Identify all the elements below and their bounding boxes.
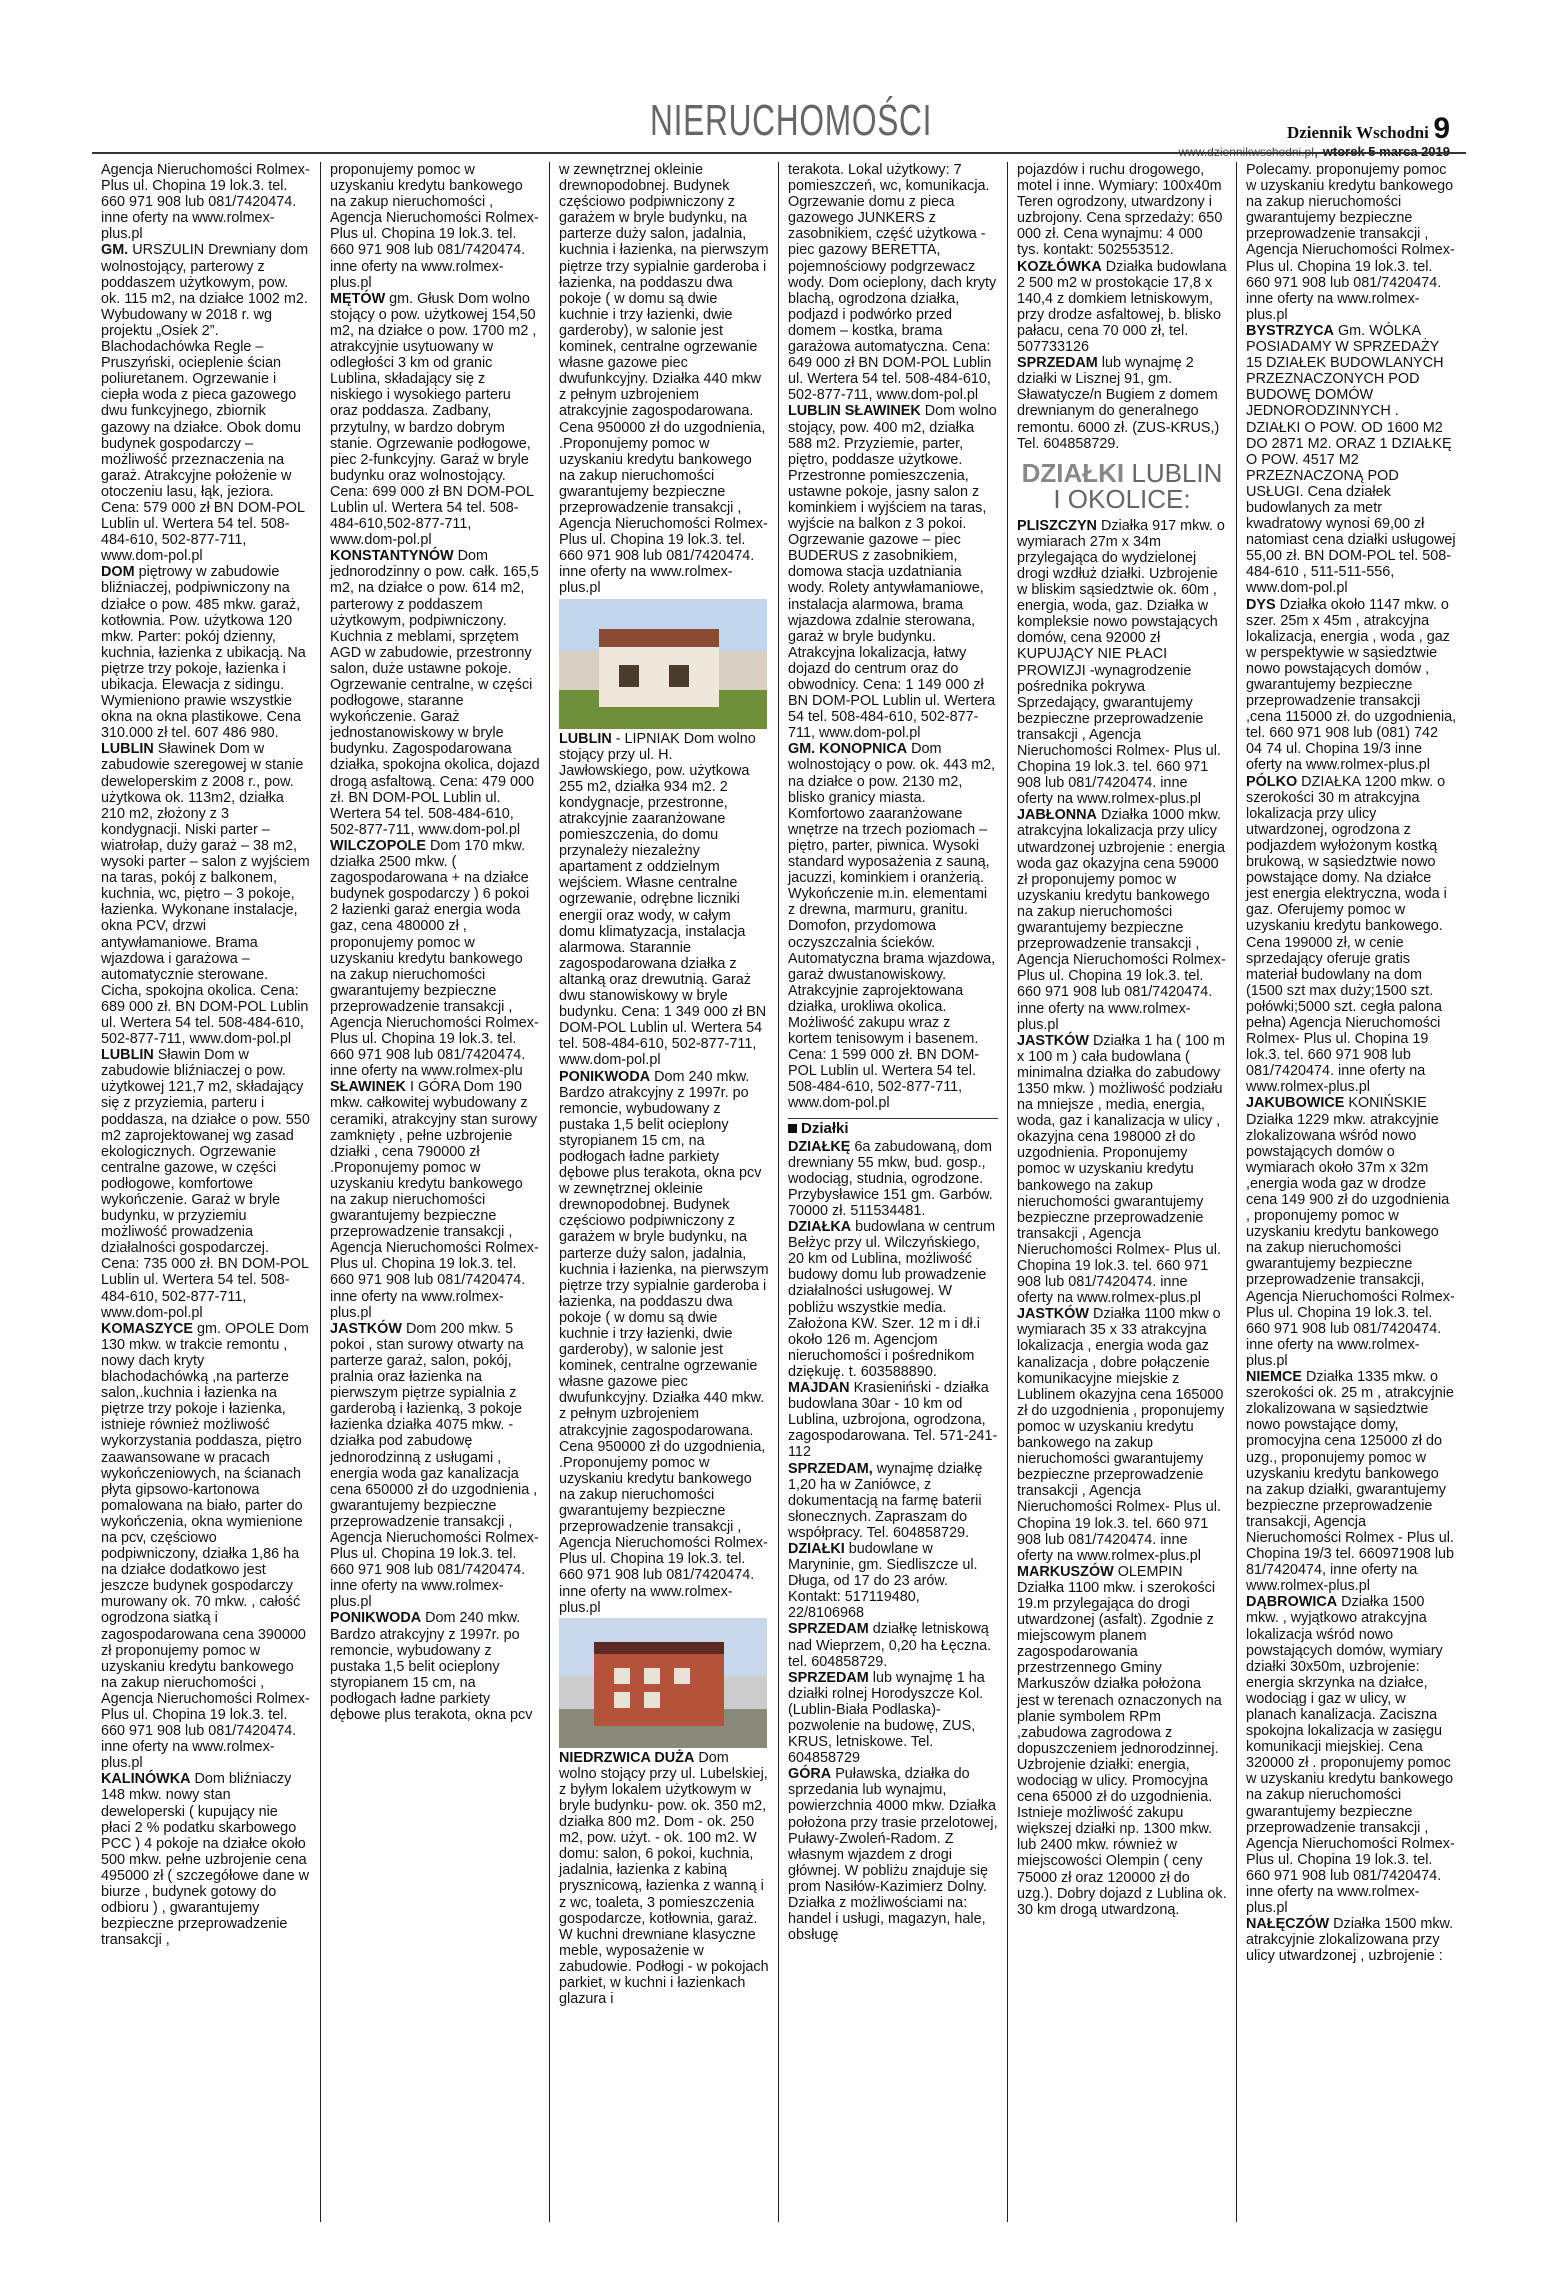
ad-listing bbox=[330, 1321, 540, 1611]
ad-keyword: SPRZEDAM bbox=[1017, 355, 1098, 372]
ad-listing bbox=[1017, 518, 1227, 808]
ad-listing bbox=[101, 1771, 311, 1948]
ad-listing bbox=[788, 1380, 998, 1460]
ad-text: Działka 1500 mkw. atrakcyjnie zlokalizowana przy ulicy utwardzonej , uzbrojenie : bbox=[1246, 1916, 1454, 1965]
section-title: NIERUCHOMOŚCI bbox=[650, 96, 933, 145]
ad-text: - LIPNIAK Dom wolno stojący przy ul. H. Jawłowskiego, pow. użytkowa 255 m2, działka 934 m2. 2 kondygnacje, przestronne, atrakcyjnie zaaranżowane pomieszczenia, do domu przynależy niezależny apartament z oddzielnym wejściem. Własne centralne ogrzewanie, odrębne liczniki energii oraz wody, w całym domu klimatyzacja, instalacja alarmowa. Starannie zagospodarowana działka z altanką oraz drewutnią. Garaż dwu stanowiskowy w bryle budynku. Cena: 1 349 000 zł BN DOM-POL Lublin ul. Wertera 54 tel. 508-484-610, 502-877-711, www.dom-pol.pl bbox=[559, 730, 767, 1069]
ad-text: Krasieniński - działka budowlana 30ar - 10 km od Lublina, uzbrojona, ogrodzona, zagospodarowana. Tel. 571-241-112 bbox=[788, 1380, 998, 1461]
ad-text: 6a zabudowaną, dom drewniany 55 mkw, bud. gosp., wodociąg, studnia, ogrodzone. Przybysławice 151 gm. Garbów. 70000 zł. 511534481. bbox=[788, 1138, 993, 1219]
ad-text: wynajmę działkę 1,20 ha w Zaniówce, z dokumentacją na farmę baterii słonecznych. Zapraszam do współpracy. Tel. 604858729. bbox=[788, 1460, 983, 1541]
ad-listing bbox=[1246, 1916, 1457, 1964]
column-4 bbox=[779, 162, 1008, 2222]
ad-text: Działka 1100 mkw o wymiarach 35 x 33 atrakcyjna lokalizacja , energia woda gaz kanalizacja , dobre połączenie komunikacyjne miejskie z Lublinem okazyjna cena 165000 zł do uzgodnienia , proponujemy pomoc w uzyskaniu kredytu bankowego na zakup nieruchomości gwarantujemy bezpieczne przeprowadzenie transakcji , Agencja Nieruchomości Rolmex- Plus ul. Chopina 19 lok.3. tel. 660 971 908 lub 081/7420474. inne oferty na www.rolmex-plus.pl bbox=[1017, 1306, 1225, 1564]
paper-name: Dziennik Wschodni bbox=[1286, 123, 1429, 142]
ad-keyword: LUBLIN bbox=[101, 1047, 154, 1064]
ad-listing bbox=[330, 548, 540, 838]
ad-keyword: DZIAŁKI bbox=[788, 1540, 845, 1557]
ad-listing bbox=[788, 1461, 998, 1541]
ad-text: budowlana w centrum Bełżyc przy ul. Wilczyńskiego, 20 km od Lublina, możliwość budowy domu lub prowadzenie działalności usługowej. W pobliżu wszystkie media. Założona KW. Szer. 12 m i dł.i około 126 m. Agencjom nieruchomości i pośrednikom dziękuję. t. 603588890. bbox=[788, 1219, 996, 1380]
ad-keyword: LUBLIN bbox=[101, 741, 154, 758]
column-5 bbox=[1008, 162, 1237, 2222]
ad-keyword: JABŁONNA bbox=[1017, 807, 1097, 824]
ad-keyword: JASTKÓW bbox=[330, 1320, 402, 1337]
ad-listing bbox=[1017, 355, 1227, 452]
ad-keyword: DYS bbox=[1246, 596, 1276, 613]
ad-keyword: NAŁĘCZÓW bbox=[1246, 1916, 1330, 1933]
ad-keyword: SŁAWINEK bbox=[330, 1079, 406, 1096]
ad-listing bbox=[788, 1670, 998, 1767]
ad-text: piętrowy w zabudowie bliźniaczej, podpiwniczony na działce o pow. 485 mkw. garaż, kotłownia. Pow. użytkowa 120 mkw. Parter: pokój dzienny, kuchnia, łazienka z ubikacją. Na piętrze trzy pokoje, łazienka i ubikacja. Elewacja z sidingu. Wymieniono prawie wszystkie okna na okna plastikowe. Cena 310.000 zł tel. 607 486 980. bbox=[101, 564, 306, 742]
ad-listing bbox=[101, 242, 311, 564]
ad-text: Dom wolno stojący, pow. 400 m2, działka 588 m2. Przyziemie, parter, piętro, poddasze użytkowe. Przestronne pomieszczenia, ustawne pokoje, jasny salon z kominkiem i wyjściem na taras, wyjście na balkon z 3 pokoi. Ogrzewanie gazowe – piec BUDERUS z zasobnikiem, domowa stacja uzdatniania wody. Rolety antywłamaniowe, instalacja alarmowa, brama wjazdowa zdalnie sterowana, garaż w bryle budynku. Atrakcyjna lokalizacja, łatwy dojazd do centrum oraz do obwodnicy. Cena: 1 149 000 zł BN DOM-POL Lublin ul. Wertera 54 tel. 508-484-610, 502-877-711, www.dom-pol.pl bbox=[788, 403, 997, 742]
ad-keyword: NIEMCE bbox=[1246, 1369, 1302, 1386]
classifieds-columns bbox=[92, 162, 1466, 2222]
ad-text: Agencja Nieruchomości Rolmex-Plus ul. Chopina 19 lok.3. tel. 660 971 908 lub 081/7420474. inne oferty na www.rolmex-plus.pl bbox=[101, 162, 310, 243]
ad-listing bbox=[1246, 1369, 1457, 1594]
ad-keyword: LUBLIN bbox=[559, 730, 612, 747]
page-number: 9 bbox=[1433, 112, 1450, 145]
ad-keyword: PLISZCZYN bbox=[1017, 517, 1097, 534]
ad-listing bbox=[1017, 1564, 1227, 1918]
ad-keyword: DOM bbox=[101, 564, 135, 581]
ad-keyword: JASTKÓW bbox=[1017, 1032, 1089, 1049]
ad-text: Dom 170 mkw. działka 2500 mkw. ( zagospodarowana + na działce budynek gospodarczy ) 6 pokoi 2 łazienki garaż energia woda gaz, cena 480000 zł , proponujemy pomoc w uzyskaniu kredytu bankowego na zakup nieruchomości gwarantujemy bezpieczne przeprowadzenie transakcji , Agencja Nieruchomości Rolmex-Plus ul. Chopina 19 lok.3. tel. 660 971 908 lub 081/7420474. inne oferty na www.rolmex-plu bbox=[330, 837, 539, 1080]
ad-listing bbox=[1246, 323, 1457, 597]
ad-listing bbox=[1017, 1306, 1227, 1564]
ad-text: Dom 200 mkw. 5 pokoi , stan surowy otwarty na parterze garaż, salon, pokój, pralnia oraz łazienka na pierwszym piętrze sypialnia z garderobą i łazienką, 3 pokoje łazienka działka 4075 mkw. - działka pod zabudowę jednorodzinną z usługami , energia woda gaz kanalizacja cena 650000 zł do uzgodnienia , gwarantujemy bezpieczne przeprowadzenie transakcji , Agencja Nieruchomości Rolmex-Plus ul. Chopina 19 lok.3. tel. 660 971 908 lub 081/7420474. inne oferty na www.rolmex-plus.pl bbox=[330, 1320, 539, 1611]
ad-text: lub wynajmę 1 ha działki rolnej Horodyszcze Kol. (Lublin-Biała Podlaska)- pozwolenie na budowę, ZUS, KRUS, letniskowe. Tel. 604858729 bbox=[788, 1669, 985, 1767]
ad-text: w zewnętrznej okleinie drewnopodobnej. Budynek częściowo podpiwniczony z garażem w bryle budynku, na parterze duży salon, jadalnia, kuchnia i łazienka, na pierwszym piętrze trzy sypialnie garderoba i łazienka, na poddaszu dwa pokoje ( w domu są dwie kuchnie i trzy łazienki, dwie garderoby), w salonie jest kominek, centralne ogrzewanie własne gazowe piec dwufunkcyjny. Działka 440 mkw z pełnym uzbrojeniem atrakcyjnie zagospodarowana. Cena 950000 zł do uzgodnienia, .Proponujemy pomoc w uzyskaniu kredytu bankowego na zakup nieruchomości gwarantujemy bezpieczne przeprowadzenie transakcji , Agencja Nieruchomości Rolmex- Plus ul. Chopina 19 lok.3. tel. 660 971 908 lub 081/7420474. inne oferty na www.rolmex-plus.pl bbox=[559, 162, 769, 597]
ad-text: DZIAŁKA 1200 mkw. o szerokości 30 m atrakcyjna lokalizacja przy ulicy utwardzonej, ogrodzona z podjazdem wyłożonym kostką brukową, w sąsiedztwie nowo powstające domy. Na działce jest energia elektryczna, woda i gaz. Oferujemy pomoc w uzyskaniu kredytu bankowego. Cena 199000 zł, w cenie sprzedający oferuje gratis materiał budowlany na dom (1500 szt max duży;1500 szt. połówki;5000 szt. cegła palona pełna) Agencja Nieruchomości Rolmex- Plus ul. Chopina 19 lok.3. tel. 660 971 908 lub 081/7420474. inne oferty na www.rolmex-plus.pl bbox=[1246, 773, 1447, 1096]
ad-keyword: MĘTÓW bbox=[330, 290, 386, 307]
ad-keyword: MARKUSZÓW bbox=[1017, 1563, 1114, 1580]
column-3 bbox=[550, 162, 779, 2222]
ad-text: Dom wolno stojący przy ul. Lubelskiej, z byłym lokalem użytkowym w bryle budynku- pow. ok. 350 m2, działka 800 m2. Dom - ok. 250 m2, pow. użyt. - ok. 100 m2. W domu: salon, 6 pokoi, kuchnia, jadalnia, łazienka z kabiną prysznicową, łazienka z wanną i z wc, toaleta, 3 pomieszczenia gospodarcze, kotłownia, garaż. W kuchni drewniane klasyczne meble, wyposażenie w zabudowie. Podłogi - w pokojach parkiet, w kuchni i łazienkach glazura i bbox=[559, 1749, 769, 2008]
ad-text: Działka 1335 mkw. o szerokości ok. 25 m , atrakcyjnie zlokalizowana w sąsiedztwie nowo powstające domy, promocyjna cena 125000 zł do uzg., proponujemy pomoc w uzyskaniu kredytu bankowego na zakup działki, gwarantujemy bezpieczne przeprowadzenie transakcji, Agencja Nieruchomości Rolmex - Plus ul. Chopina 19/3 tel. 660971908 lub 81/7420474, inne oferty na www.rolmex-plus.pl bbox=[1246, 1369, 1455, 1595]
ad-listing bbox=[788, 741, 998, 1111]
ad-text: proponujemy pomoc w uzyskaniu kredytu bankowego na zakup nieruchomości , Agencja Nieruchomości Rolmex-Plus ul. Chopina 19 lok.3. tel. 660 971 908 lub 081/7420474. inne oferty na www.rolmex-plus.pl bbox=[330, 162, 539, 291]
ad-listing bbox=[330, 838, 540, 1079]
ad-text: URSZULIN Drewniany dom wolnostojący, parterowy z poddaszem użytkowym, pow. ok. 115 m2, na działce 1002 m2. Wybudowany w 2018 r. wg projektu „Osiek 2”. Blachodachówka Regle – Pruszyński, ocieplenie ścian poliuretanem. Ogrzewanie i ciepła woda z pieca gazowego dwu funkcyjnego, zbiornik gazowy na działce. Obok domu budynek gospodarczy – możliwość przeznaczenia na garaż. Atrakcyjne położenie w otoczeniu lasu, łąk, jeziora. Cena: 579 000 zł BN DOM-POL Lublin ul. Wertera 54 tel. 508-484-610, 502-877-711, www.dom-pol.pl bbox=[101, 242, 309, 565]
ad-listing bbox=[330, 1610, 540, 1723]
ad-keyword: GÓRA bbox=[788, 1766, 832, 1783]
ad-listing bbox=[1017, 807, 1227, 1032]
ad-text: Działka 1500 mkw. , wyjątkowo atrakcyjna lokalizacja wśród nowo powstających domów, wymiary działki 30x50m, uzbrojenie: energia skrzynka na działce, wodociąg i gaz w ulicy, w planach kanalizacja. Zaciszna spokojna lokalizacja w zasięgu komunikacji miejskiej. Cena 320000 zł . proponujemy pomoc w uzyskaniu kredytu bankowego na zakup nieruchomości gwarantujemy bezpieczne przeprowadzenie transakcji , Agencja Nieruchomości Rolmex- Plus ul. Chopina 19 lok.3. tel. 660 971 908 lub 081/7420474. inne oferty na www.rolmex-plus.pl bbox=[1246, 1594, 1455, 1917]
ad-text: Działka 917 mkw. o wymiarach 27m x 34m przylegająca do wydzielonej drogi wzdłuż działki. Uzbrojenie w bliskim sąsiedztwie ok. 60m , energia, woda, gaz. Działka w kompleksie nowo powstających domów, cena 92000 zł KUPUJĄCY NIE PŁACI PROWIZJI -wynagrodzenie pośrednika pokrywa Sprzedający, gwarantujemy bezpieczne przeprowadzenie transakcji , Agencja Nieruchomości Rolmex- Plus ul. Chopina 19 lok.3. tel. 660 971 908 lub 081/7420474. inne oferty na www.rolmex-plus.pl bbox=[1017, 517, 1225, 808]
category-heading: DZIAŁKI LUBLIN I OKOLICE: bbox=[1021, 457, 1223, 514]
ad-keyword: SPRZEDAM, bbox=[788, 1460, 873, 1477]
ad-text: Sławinek Dom w zabudowie szeregowej w stanie deweloperskim z 2008 r., pow. użytkowa ok. 113m2, działka 210 m2, złożony z 3 kondygnacji. Niski parter – wiatrołap, duży garaż – 38 m2, wysoki parter – salon z wyjściem na taras, pokój z balkonem, kuchnia, wc, piętro – 3 pokoje, łazienka. Wykonane instalacje, okna PCV, drzwi antywłamaniowe. Brama wjazdowa i garażowa – automatycznie sterowane. Cicha, spokojna okolica. Cena: 689 000 zł. BN DOM-POL Lublin ul. Wertera 54 tel. 508-484-610, 502-877-711, www.dom-pol.pl bbox=[101, 741, 310, 1048]
ad-text: Dom jednorodzinny o pow. całk. 165,5 m2, na działce o pow. 614 m2, parterowy z poddaszem użytkowym, podpiwniczony. Kuchnia z meblami, sprzętem AGD w zabudowie, przestronny salon, duże ustawne pokoje. Ogrzewanie centralne, w części podłogowe, staranne wykończenie. Garaż jednostanowiskowy w bryle budynku. Zagospodarowana działka, spokojna okolica, dojazd drogą asfaltową. Cena: 479 000 zł. BN DOM-POL Lublin ul. Wertera 54 tel. 508-484-610, 502-877-711, www.dom-pol.pl bbox=[330, 548, 540, 838]
ad-text: I GÓRA Dom 190 mkw. całkowitej wybudowany z ceramiki, atrakcyjny stan surowy zamknięty , pełne uzbrojenie działki , cena 790000 zł .Proponujemy pomoc w uzyskaniu kredytu bankowego na zakup nieruchomości gwarantujemy bezpieczne przeprowadzenie transakcji , Agencja Nieruchomości Rolmex- Plus ul. Chopina 19 lok.3. tel. 660 971 908 lub 081/7420474. inne oferty na www.rolmex-plus.pl bbox=[330, 1079, 539, 1321]
ad-text: Dom 240 mkw. Bardzo atrakcyjny z 1997r. po remoncie, wybudowany z pustaka 1,5 belit ocieplony styropianem 15 cm, na podłogach ładne parkiety dębowe plus terakota, okna pcv w zewnętrznej okleinie drewnopodobnej. Budynek częściowo podpiwniczony z garażem w bryle budynku, na parterze duży salon, jadalnia, kuchnia i łazienka, na pierwszym piętrze trzy sypialnie garderoba i łazienka, na poddaszu dwa pokoje ( w domu są dwie kuchnie i trzy łazienki, dwie garderoby), w salonie jest kominek, centralne ogrzewanie własne gazowe piec dwufunkcyjny. Działka 440 mkw. z pełnym uzbrojeniem atrakcyjnie zagospodarowana. Cena 950000 zł do uzgodnienia, .Proponujemy pomoc w uzyskaniu kredytu bankowego na zakup nieruchomości gwarantujemy bezpieczne przeprowadzenie transakcji , Agencja Nieruchomości Rolmex- Plus ul. Chopina 19 lok.3. tel. 660 971 908 lub 081/7420474. inne oferty na www.rolmex-plus.pl bbox=[559, 1068, 769, 1616]
ad-listing bbox=[1017, 1033, 1227, 1307]
ad-listing bbox=[1246, 597, 1457, 774]
ad-text: Działka 1 ha ( 100 m x 100 m ) cała budowlana ( minimalna działka do zabudowy 1350 mkw. ) możliwość podziału na mniejsze , media, energia, woda, gaz i kanalizacja w ulicy , okazyjna cena 198000 zł do uzgodnienia. Proponujemy pomoc w uzyskaniu kredytu bankowego na zakup nieruchomości gwarantujemy bezpieczne przeprowadzenie transakcji , Agencja Nieruchomości Rolmex- Plus ul. Chopina 19 lok.3. tel. 660 971 908 lub 081/7420474. inne oferty na www.rolmex-plus.pl bbox=[1017, 1032, 1225, 1307]
ad-text: OLEMPIN Działka 1100 mkw. i szerokości 19.m przylegająca do drogi utwardzonej (asfalt). Zgodnie z miejscowym planem zagospodarowania przestrzennego Gminy Markuszów działka położona jest w terenach oznaczonych na planie symbolem RPm ,zabudowa zagrodowa z dopuszczeniem jednorodzinnej. Uzbrojenie działki: energia, wodociąg w ulicy. Promocyjna cena 65000 zł do uzgodnienia. Istnieje możliwość zakupu większej działki np. 1300 mkw. lub 2400 mkw. również w miejscowości Olempin ( ceny 75000 zł oraz 120000 zł do uzg.). Dobry dojazd z Lublina ok. 30 km drogą utwardzoną. bbox=[1017, 1563, 1227, 1918]
ad-text: terakota. Lokal użytkowy: 7 pomieszczeń, wc, komunikacja. Ogrzewanie domu z pieca gazowego JUNKERS z zasobnikiem, część użytkowa - piec gazowy BERETTA, pojemnościowy podgrzewacz wody. Dom ocieplony, dach kryty blachą, ogrodzona działka, podjazd i podwórko przed domem – kostka, brama garażowa automatyczna. Cena: 649 000 zł BN DOM-POL Lublin ul. Wertera 54 tel. 508-484-610, 502-877-711, www.dom-pol.pl bbox=[788, 162, 997, 404]
ad-listing bbox=[101, 1047, 311, 1321]
ad-listing bbox=[330, 291, 540, 549]
ad-listing bbox=[788, 1621, 998, 1669]
ad-text: Sławin Dom w zabudowie bliźniaczej o pow. użytkowej 121,7 m2, składający się z przyziemia, parteru i poddasza, na działce o pow. 550 m2 zaprojektowanej wg zasad ekologicznych. Ogrzewanie centralne gazowe, w części podłogowe, komfortowe wykończenie. Garaż w bryle budynku, w przyziemiu możliwość prowadzenia działalności gospodarczej. Cena: 735 000 zł. BN DOM-POL Lublin ul. Wertera 54 tel. 508-484-610, 502-877-711, www.dom-pol.pl bbox=[101, 1047, 310, 1321]
column-6 bbox=[1237, 162, 1466, 2222]
ad-listing bbox=[1246, 1095, 1457, 1369]
ad-keyword: PÓLKO bbox=[1246, 773, 1298, 790]
ad-text: Dom 240 mkw. Bardzo atrakcyjny z 1997r. po remoncie, wybudowany z pustaka 1,5 belit ocieplony styropianem 15 cm, na podłogach ładne parkiety dębowe plus terakota, okna pcv bbox=[330, 1610, 533, 1723]
ad-text: Polecamy. proponujemy pomoc w uzyskaniu kredytu bankowego na zakup nieruchomości gwarantujemy bezpieczne przeprowadzenie transakcji , Agencja Nieruchomości Rolmex- Plus ul. Chopina 19 lok.3. tel. 660 971 908 lub 081/7420474. inne oferty na www.rolmex-plus.pl bbox=[1246, 162, 1455, 323]
ad-listing bbox=[559, 1069, 769, 1616]
ad-keyword: SPRZEDAM bbox=[788, 1621, 869, 1638]
ad-keyword: MAJDAN bbox=[788, 1380, 850, 1397]
ad-keyword: WILCZOPOLE bbox=[330, 837, 426, 854]
ad-keyword: GM. bbox=[101, 242, 129, 259]
ad-listing bbox=[788, 1219, 998, 1380]
ad-listing bbox=[788, 1766, 998, 1943]
header-rule bbox=[92, 152, 1466, 154]
ad-listing bbox=[559, 731, 769, 1069]
square-bullet-icon bbox=[788, 1124, 797, 1133]
ad-listing bbox=[788, 403, 998, 741]
ad-text: gm. OPOLE Dom 130 mkw. w trakcie remontu , nowy dach kryty blachodachówką ,na parterze salon,.kuchnia i łazienka na piętrze trzy pokoje i łazienka, istnieje również możliwość wykorzystania poddasza, piętro zaawansowane w pracach wykończeniowych, na ścianach płyta gipsowo-kartonowa pomalowana na biało, parter do wykończenia, okna wymienione na pcv, częściowo podpiwniczony, działka 1,86 ha na działce dodatkowo jest jeszcze budynek gospodarczy murowany ok. 70 mkw. , całość ogrodzona siatką i zagospodarowana cena 390000 zł proponujemy pomoc w uzyskaniu kredytu bankowego na zakup nieruchomości , Agencja Nieruchomości Rolmex- Plus ul. Chopina 19 lok.3. tel. 660 971 908 lub 081/7420474. inne oferty na www.rolmex-plus.pl bbox=[101, 1320, 310, 1772]
ad-listing bbox=[101, 564, 311, 741]
ad-listing bbox=[1246, 774, 1457, 1096]
ad-keyword: NIEDRZWICA DUŻA bbox=[559, 1749, 695, 1766]
ad-text: gm. Głusk Dom wolno stojący o pow. użytkowej 154,50 m2, na działce o pow. 1700 m2 , atrakcyjnie usytuowany w odległości 3 km od granic Lublina, składający się z niskiego i wysokiego parteru oraz poddasza. Zadbany, przytulny, w bardzo dobrym stanie. Ogrzewanie podłogowe, piec 2-funkcyjny. Garaż w bryle budynku oraz wolnostojący. Cena: 699 000 zł BN DOM-POL Lublin ul. Wertera 54 tel. 508-484-610,502-877-711, www.dom-pol.pl bbox=[330, 290, 537, 549]
ad-keyword: BYSTRZYCA bbox=[1246, 322, 1334, 339]
section-subheading: Działki bbox=[788, 1118, 998, 1137]
ad-text: Puławska, działka do sprzedania lub wynajmu, powierzchnia 4000 mkw. Działka położona przy trasie przelotowej, Puławy-Zwoleń-Radom. Z własnym wjazdem z drogi głównej. W pobliżu znajduje się prom Nasiłów-Kazimierz Dolny. Działka z możliwościami na: handel i usługi, magazyn, hale, obsługę bbox=[788, 1766, 998, 1944]
ad-text: Działka 1000 mkw. atrakcyjna lokalizacja przy ulicy utwardzonej uzbrojenie : energia woda gaz okazyjna cena 59000 zł proponujemy pomoc w uzyskaniu kredytu bankowego na zakup nieruchomości gwarantujemy bezpieczne przeprowadzenie transakcji , Agencja Nieruchomości Rolmex- Plus ul. Chopina 19 lok.3. tel. 660 971 908 lub 081/7420474. inne oferty na www.rolmex-plus.pl bbox=[1017, 807, 1226, 1033]
ad-keyword: DZIAŁKA bbox=[788, 1219, 852, 1236]
ad-listing bbox=[101, 741, 311, 1047]
house-photo bbox=[559, 1618, 767, 1748]
ad-keyword: PONIKWODA bbox=[559, 1068, 651, 1085]
ad-listing bbox=[1246, 1594, 1457, 1916]
ad-listing bbox=[788, 1139, 998, 1219]
ad-listing bbox=[1017, 259, 1227, 356]
ad-listing bbox=[788, 1541, 998, 1621]
ad-listing bbox=[330, 1079, 540, 1320]
ad-text: Działka budowlana 2 500 m2 w prostokącie 17,8 x 140,4 z domkiem letniskowym, przy drodze asfaltowej, b. blisko pałacu, cena 70 000 zł, tel. 507733126 bbox=[1017, 258, 1227, 356]
ad-keyword: KONSTANTYNÓW bbox=[330, 548, 454, 565]
ad-keyword: JAKUBOWICE bbox=[1246, 1095, 1345, 1112]
ad-text: KONIŃSKIE Działka 1229 mkw. atrakcyjnie zlokalizowana wśród nowo powstających domów o wymiarach około 37m x 32m ,energia woda gaz w drodze cena 149 900 zł do uzgodnienia , proponujemy pomoc w uzyskaniu kredytu bankowego na zakup nieruchomości gwarantujemy bezpieczne przeprowadzenie transakcji, Agencja Nieruchomości Rolmex- Plus ul. Chopina 19 lok.3. tel. 660 971 908 lub 081/7420474. inne oferty na www.rolmex-plus.pl bbox=[1246, 1095, 1455, 1369]
ad-text: działkę letniskową nad Wieprzem, 0,20 ha Łęczna. tel. 604858729. bbox=[788, 1621, 992, 1670]
ad-keyword: DZIAŁKĘ bbox=[788, 1138, 851, 1155]
house-photo bbox=[559, 599, 767, 729]
ad-text: lub wynajmę 2 działki w Lisznej 91, gm. Sławatycze/n Bugiem z domem drewnianym do generalnego remontu. 6000 zł. (ZUS-KRUS,) Tel. 604858729. bbox=[1017, 355, 1220, 452]
ad-listing bbox=[559, 1750, 769, 2008]
ad-keyword: KALINÓWKA bbox=[101, 1771, 191, 1788]
ad-keyword: GM. KONOPNICA bbox=[788, 741, 908, 758]
ad-keyword: DĄBROWICA bbox=[1246, 1594, 1338, 1611]
ad-text: Dom wolnostojący o pow. ok. 443 m2, na działce o pow. 2130 m2, blisko granicy miasta. Komfortowo zaaranżowane wnętrze na trzech poziomach – piętro, parter, piwnica. Wysoki standard wyposażenia z sauną, jacuzzi, kominkiem i oranżerią. Wykończenie m.in. elementami z drewna, marmuru, granitu. Domofon, przydomowa oczyszczalnia ścieków. Automatyczna brama wjazdowa, garaż dwustanowiskowy. Atrakcyjnie zaprojektowana działka, urokliwa okolica. Możliwość zakupu wraz z kortem tenisowym i basenem. Cena: 1 599 000 zł. BN DOM-POL Lublin ul. Wertera 54 tel. 508-484-610, 502-877-711, www.dom-pol.pl bbox=[788, 741, 996, 1112]
column-1 bbox=[92, 162, 321, 2222]
ad-keyword: KOZŁÓWKA bbox=[1017, 258, 1102, 275]
ad-keyword: SPRZEDAM bbox=[788, 1669, 869, 1686]
ad-text: budowlane w Maryninie, gm. Siedliszcze ul. Długa, od 17 do 23 arów. Kontakt: 517119480, 22/8106968 bbox=[788, 1540, 978, 1622]
ad-text: pojazdów i ruchu drogowego, motel i inne. Wymiary: 100x40m Teren ogrodzony, utwardzony i uzbrojony. Cena sprzedaży: 650 000 zł. Cena wynajmu: 4 000 tys. kontakt: 502553512. bbox=[1017, 162, 1223, 259]
ad-listing bbox=[101, 1321, 311, 1772]
ad-keyword: KOMASZYCE bbox=[101, 1320, 193, 1337]
ad-keyword: LUBLIN SŁAWINEK bbox=[788, 403, 921, 420]
ad-text: Gm. WÓLKA POSIADAMY W SPRZEDAŻY 15 DZIAŁEK BUDOWLANYCH PRZEZNACZONYCH POD BUDOWĘ DOMÓW JEDNORODZINNYCH . DZIAŁKI O POW. OD 1600 M2 DO 2871 M2. ORAZ 1 DZIAŁKĘ O POW. 4517 M2 PRZEZNACZONĄ POD USŁUGI. Cena działek budowlanych za metr kwadratowy wynosi 69,00 zł natomiast cena działki usługowej 55,00 zł. BN DOM-POL tel. 508-484-610 , 511-511-556, www.dom-pol.pl bbox=[1246, 322, 1456, 597]
ad-keyword: JASTKÓW bbox=[1017, 1306, 1089, 1323]
ad-text: Dom bliźniaczy 148 mkw. nowy stan deweloperski ( kupujący nie płaci 2 % podatku skarbowego PCC ) 4 pokoje na działce około 500 mkw. pełne uzbrojenie cena 495000 zł ( szczegółowe dane w biurze , budynek gotowy do odbioru ) , gwarantujemy bezpieczne przeprowadzenie transakcji , bbox=[101, 1771, 309, 1949]
column-2 bbox=[321, 162, 550, 2222]
ad-keyword: PONIKWODA bbox=[330, 1610, 422, 1627]
ad-text: Działka około 1147 mkw. o szer. 25m x 45m , atrakcyjna lokalizacja, energia , woda , gaz w perspektywie w sąsiedztwie nowo powstających domów , gwarantujemy bezpieczne przeprowadzenie transakcji ,cena 115000 zł. do uzgodnienia, tel. 660 971 908 lub (081) 742 04 74 ul. Chopina 19/3 inne oferty na www.rolmex-plus.pl bbox=[1246, 596, 1457, 774]
